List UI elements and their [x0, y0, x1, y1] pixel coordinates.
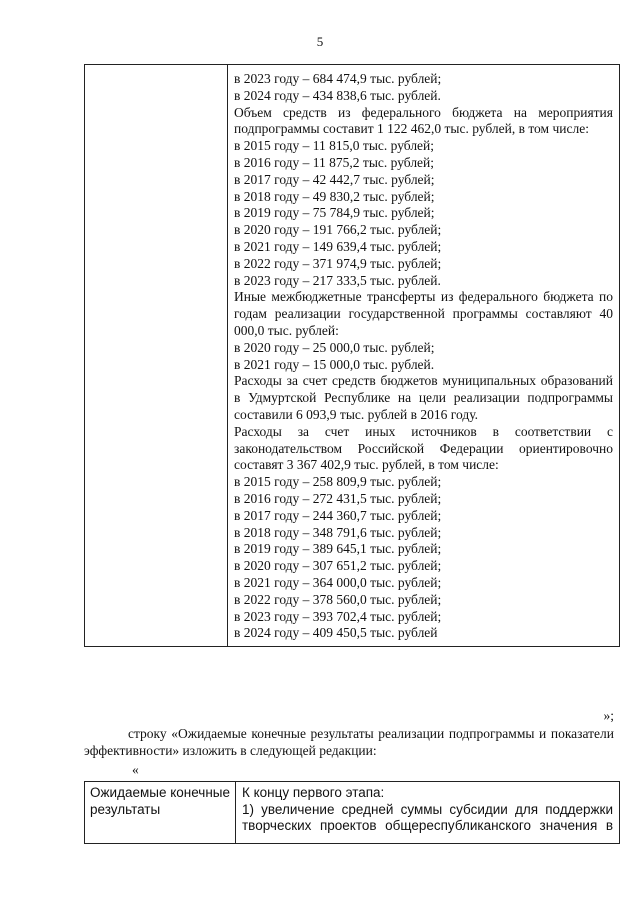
- budget-line: в 2017 году – 42 442,7 тыс. рублей;: [234, 171, 435, 187]
- transfers-paragraph: Иные межбюджетные трансферты из федерального бюджета по годам реализации государственной программы составляют 40 000,0 тыс. рублей:: [234, 289, 613, 338]
- results-label-cell: Ожидаемые конечные результаты: [85, 782, 236, 844]
- finance-label-cell: [85, 65, 228, 647]
- closing-quote-mark: »;: [603, 708, 614, 723]
- budget-line: в 2023 году – 393 702,4 тыс. рублей;: [234, 608, 442, 624]
- results-line: творческих проектов общереспубликанского значения в: [242, 818, 613, 833]
- instruction-paragraph: строку «Ожидаемые конечные результаты реализации подпрограммы и показатели эффективности» изложить в следующей редакции:: [84, 726, 614, 758]
- budget-line: в 2019 году – 75 784,9 тыс. рублей;: [234, 205, 435, 221]
- results-line: 1) увеличение средней суммы субсидии для поддержки: [242, 801, 613, 817]
- budget-line: в 2024 году – 409 450,5 тыс. рублей: [234, 625, 438, 641]
- budget-line: в 2015 году – 258 809,9 тыс. рублей;: [234, 474, 442, 490]
- lines-a: [234, 71, 613, 105]
- budget-line: в 2020 году – 25 000,0 тыс. рублей;: [234, 339, 435, 355]
- budget-line: в 2022 году – 378 560,0 тыс. рублей;: [234, 591, 442, 607]
- budget-line: в 2022 году – 371 974,9 тыс. рублей;: [234, 255, 442, 271]
- budget-line: в 2021 году – 149 639,4 тыс. рублей;: [234, 238, 442, 254]
- finance-row: [85, 65, 620, 647]
- finance-content-cell: [228, 65, 620, 647]
- budget-line: в 2020 году – 191 766,2 тыс. рублей;: [234, 222, 442, 238]
- budget-line: в 2018 году – 348 791,6 тыс. рублей;: [234, 524, 442, 540]
- federal-total-paragraph: Объем средств из федерального бюджета на мероприятия подпрограммы составит 1 122 462,0 тыс. рублей, в том числе:: [234, 104, 613, 137]
- budget-line: в 2017 году – 244 360,7 тыс. рублей;: [234, 507, 442, 523]
- budget-line: в 2019 году – 389 645,1 тыс. рублей;: [234, 541, 442, 557]
- other-sources-paragraph: Расходы за счет иных источников в соответствии с законодательством Российской Федерации ориентировочно составят 3 367 402,9 тыс. рублей, в том числе:: [234, 423, 613, 473]
- budget-line: в 2023 году – 684 474,9 тыс. рублей;: [234, 71, 442, 86]
- results-line: К концу первого этапа:: [242, 785, 385, 800]
- results-table: [84, 781, 620, 844]
- opening-quote-mark: «: [132, 762, 139, 777]
- lines-federal: [234, 138, 613, 289]
- budget-line: в 2016 году – 272 431,5 тыс. рублей;: [234, 490, 442, 506]
- results-content-cell: [236, 782, 620, 844]
- budget-line: в 2018 году – 49 830,2 тыс. рублей;: [234, 188, 435, 204]
- budget-line: в 2015 году – 11 815,0 тыс. рублей;: [234, 138, 435, 154]
- municipal-paragraph: Расходы за счет средств бюджетов муниципальных образований в Удмуртской Республике на цели реализации подпрограммы составили 6 093,9 тыс. рублей в 2016 году.: [234, 373, 613, 422]
- finance-table: [84, 64, 620, 647]
- results-row: [85, 782, 620, 844]
- budget-line: в 2023 году – 217 333,5 тыс. рублей.: [234, 272, 441, 288]
- lines-other: [234, 474, 613, 642]
- budget-line: в 2016 году – 11 875,2 тыс. рублей;: [234, 154, 435, 170]
- budget-line: в 2020 году – 307 651,2 тыс. рублей;: [234, 558, 442, 574]
- budget-line: в 2021 году – 15 000,0 тыс. рублей.: [234, 356, 435, 372]
- lines-transfers: [234, 340, 613, 374]
- budget-line: в 2024 году – 434 838,6 тыс. рублей.: [234, 87, 441, 103]
- page-number: 5: [316, 34, 324, 49]
- budget-line: в 2021 году – 364 000,0 тыс. рублей;: [234, 574, 442, 590]
